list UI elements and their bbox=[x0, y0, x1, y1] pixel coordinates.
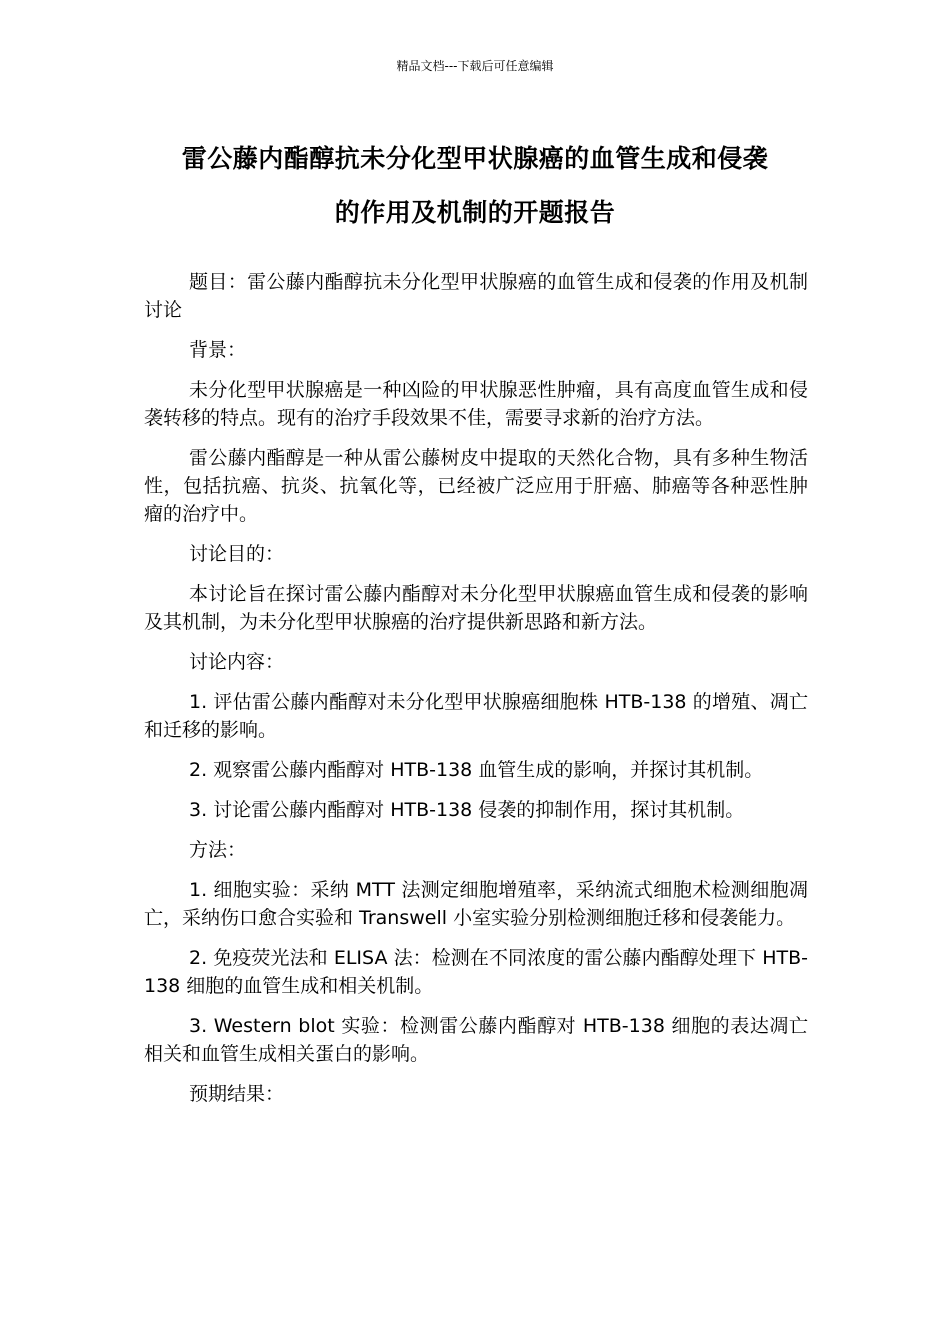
title-line-1: 雷公藤内酯醇抗未分化型甲状腺癌的血管生成和侵袭 bbox=[181, 144, 769, 173]
content-item-2: 2. 观察雷公藤内酯醇对 HTB-138 血管生成的影响，并探讨其机制。 bbox=[189, 759, 764, 781]
purpose-paragraph: 本讨论旨在探讨雷公藤内酯醇对未分化型甲状腺癌血管生成和侵袭的影响及其机制，为未分化型甲状腺癌的治疗提供新思路和新方法。 bbox=[144, 583, 808, 633]
background-paragraph-2: 雷公藤内酯醇是一种从雷公藤树皮中提取的天然化合物，具有多种生物活性，包括抗癌、抗炎、抗氧化等，已经被广泛应用于肝癌、肺癌等各种恶性肿瘤的治疗中。 bbox=[144, 447, 808, 525]
method-item-3: 3. Western blot 实验：检测雷公藤内酯醇对 HTB-138 细胞的表达凋亡相关和血管生成相关蛋白的影响。 bbox=[144, 1015, 808, 1065]
background-paragraph-1: 未分化型甲状腺癌是一种凶险的甲状腺恶性肿瘤，具有高度血管生成和侵袭转移的特点。现有的治疗手段效果不佳，需要寻求新的治疗方法。 bbox=[144, 379, 808, 429]
method-item-1: 1. 细胞实验：采纳 MTT 法测定细胞增殖率，采纳流式细胞术检测细胞凋亡，采纳伤口愈合实验和 Transwell 小室实验分别检测细胞迁移和侵袭能力。 bbox=[144, 879, 808, 929]
topic-paragraph: 题目：雷公藤内酯醇抗未分化型甲状腺癌的血管生成和侵袭的作用及机制讨论 bbox=[144, 271, 808, 321]
section-heading-expected-results: 预期结果： bbox=[189, 1083, 285, 1105]
title-line-2: 的作用及机制的开题报告 bbox=[334, 198, 616, 227]
content-item-3: 3. 讨论雷公藤内酯醇对 HTB-138 侵袭的抑制作用，探讨其机制。 bbox=[189, 799, 745, 821]
section-heading-purpose: 讨论目的： bbox=[189, 543, 285, 565]
document-body bbox=[144, 268, 808, 1120]
section-heading-background: 背景： bbox=[189, 339, 247, 361]
content-item-1: 1. 评估雷公藤内酯醇对未分化型甲状腺癌细胞株 HTB-138 的增殖、凋亡和迁移的影响。 bbox=[144, 691, 808, 741]
document-title bbox=[142, 132, 808, 240]
page-header: 精品文档---下载后可任意编辑 bbox=[396, 59, 554, 73]
section-heading-content: 讨论内容： bbox=[189, 651, 285, 673]
section-heading-methods: 方法： bbox=[189, 839, 247, 861]
method-item-2: 2. 免疫荧光法和 ELISA 法：检测在不同浓度的雷公藤内酯醇处理下 HTB-138 细胞的血管生成和相关机制。 bbox=[144, 947, 808, 997]
